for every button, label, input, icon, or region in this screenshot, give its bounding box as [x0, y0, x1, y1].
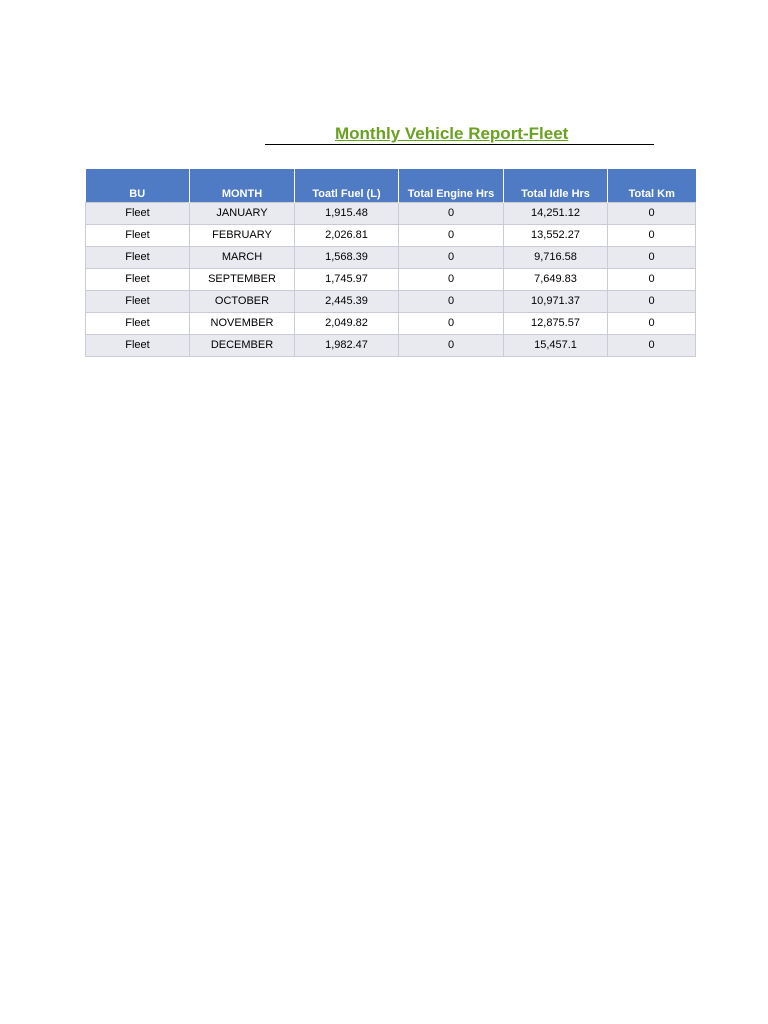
cell-month: FEBRUARY [190, 224, 295, 246]
cell-total-idle-hrs: 10,971.37 [504, 290, 608, 312]
cell-month: SEPTEMBER [190, 268, 295, 290]
header-bu: BU [86, 169, 190, 202]
report-title-text: Monthly Vehicle Report-Fleet [335, 124, 569, 143]
cell-total-fuel: 1,745.97 [295, 268, 399, 290]
cell-total-idle-hrs: 7,649.83 [504, 268, 608, 290]
cell-total-idle-hrs: 12,875.57 [504, 312, 608, 334]
cell-bu: Fleet [86, 224, 190, 246]
cell-total-km: 0 [608, 312, 696, 334]
header-total-idle-hrs: Total Idle Hrs [504, 169, 608, 202]
cell-total-fuel: 2,026.81 [295, 224, 399, 246]
cell-total-km: 0 [608, 290, 696, 312]
cell-total-idle-hrs: 15,457.1 [504, 334, 608, 356]
table-row [86, 224, 696, 246]
cell-total-km: 0 [608, 334, 696, 356]
cell-total-engine-hrs: 0 [399, 246, 504, 268]
cell-total-idle-hrs: 9,716.58 [504, 246, 608, 268]
cell-bu: Fleet [86, 312, 190, 334]
table-row [86, 246, 696, 268]
cell-total-fuel: 1,915.48 [295, 202, 399, 224]
cell-total-km: 0 [608, 202, 696, 224]
cell-month: MARCH [190, 246, 295, 268]
cell-total-engine-hrs: 0 [399, 290, 504, 312]
cell-total-fuel: 2,445.39 [295, 290, 399, 312]
cell-bu: Fleet [86, 202, 190, 224]
cell-month: OCTOBER [190, 290, 295, 312]
header-row [86, 169, 696, 202]
cell-total-engine-hrs: 0 [399, 334, 504, 356]
cell-bu: Fleet [86, 246, 190, 268]
table-row [86, 334, 696, 356]
header-total-engine-hrs: Total Engine Hrs [399, 169, 504, 202]
cell-bu: Fleet [86, 268, 190, 290]
cell-total-fuel: 1,982.47 [295, 334, 399, 356]
cell-total-km: 0 [608, 224, 696, 246]
cell-bu: Fleet [86, 290, 190, 312]
cell-total-engine-hrs: 0 [399, 268, 504, 290]
header-month: MONTH [190, 169, 295, 202]
table-row [86, 268, 696, 290]
report-table [85, 169, 696, 357]
cell-total-km: 0 [608, 246, 696, 268]
table-row [86, 312, 696, 334]
cell-bu: Fleet [86, 334, 190, 356]
cell-total-fuel: 2,049.82 [295, 312, 399, 334]
report-title [265, 124, 654, 145]
cell-total-idle-hrs: 13,552.27 [504, 224, 608, 246]
cell-total-engine-hrs: 0 [399, 312, 504, 334]
header-total-km: Total Km [608, 169, 696, 202]
cell-month: JANUARY [190, 202, 295, 224]
cell-total-fuel: 1,568.39 [295, 246, 399, 268]
header-total-fuel: Toatl Fuel (L) [295, 169, 399, 202]
table-row [86, 290, 696, 312]
table-row [86, 202, 696, 224]
cell-month: DECEMBER [190, 334, 295, 356]
cell-total-engine-hrs: 0 [399, 202, 504, 224]
cell-total-km: 0 [608, 268, 696, 290]
cell-total-engine-hrs: 0 [399, 224, 504, 246]
cell-month: NOVEMBER [190, 312, 295, 334]
cell-total-idle-hrs: 14,251.12 [504, 202, 608, 224]
